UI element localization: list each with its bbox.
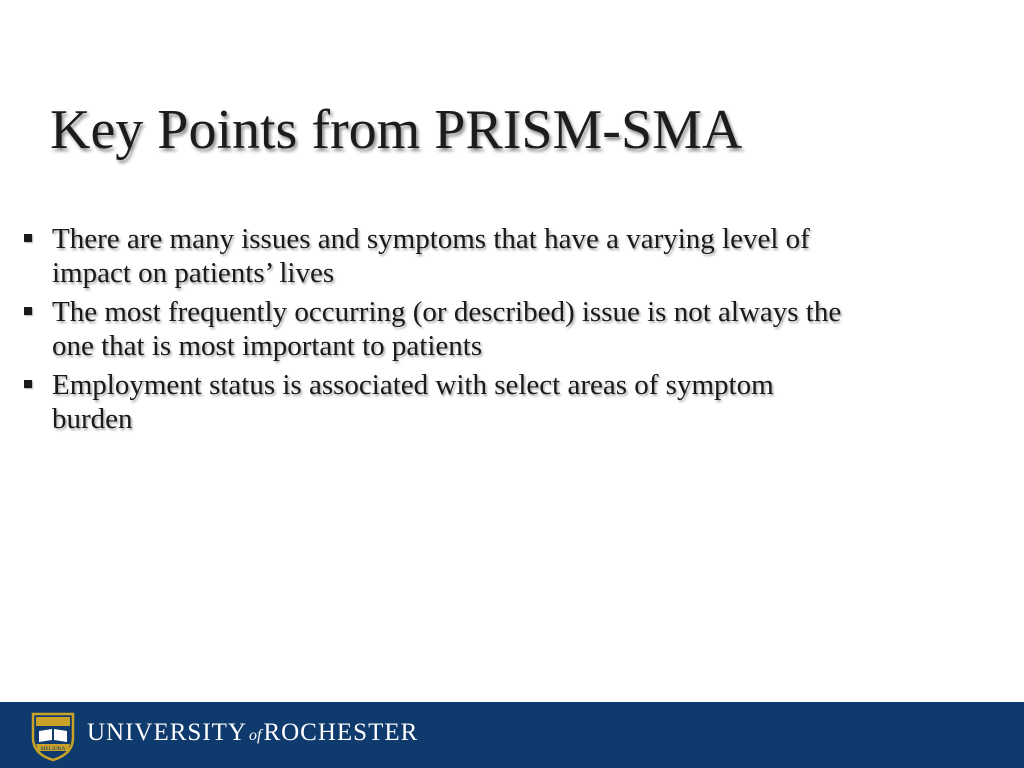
bullet-item (20, 222, 850, 290)
square-bullet-icon (24, 234, 32, 242)
wordmark-of: of (249, 727, 262, 744)
bullet-text: Employment status is associated with select areas of symptom burden (52, 369, 774, 435)
square-bullet-icon (24, 307, 32, 315)
university-seal-icon (30, 710, 76, 762)
slide-title: Key Points from PRISM-SMA (50, 99, 743, 161)
bullet-item (20, 368, 850, 436)
bullet-text: There are many issues and symptoms that have a varying level of impact on patients’ lives (52, 223, 810, 289)
footer-bar (0, 702, 1024, 768)
square-bullet-icon (24, 380, 32, 388)
bullet-text: The most frequently occurring (or described) issue is not always the one that is most important to patients (52, 296, 842, 362)
wordmark-university: UNIVERSITY (87, 719, 247, 746)
wordmark-rochester: ROCHESTER (263, 719, 419, 746)
university-wordmark (87, 719, 418, 747)
bullet-item (20, 295, 850, 363)
seal-motto: MELIORA (40, 745, 66, 752)
bullet-list (20, 222, 850, 441)
